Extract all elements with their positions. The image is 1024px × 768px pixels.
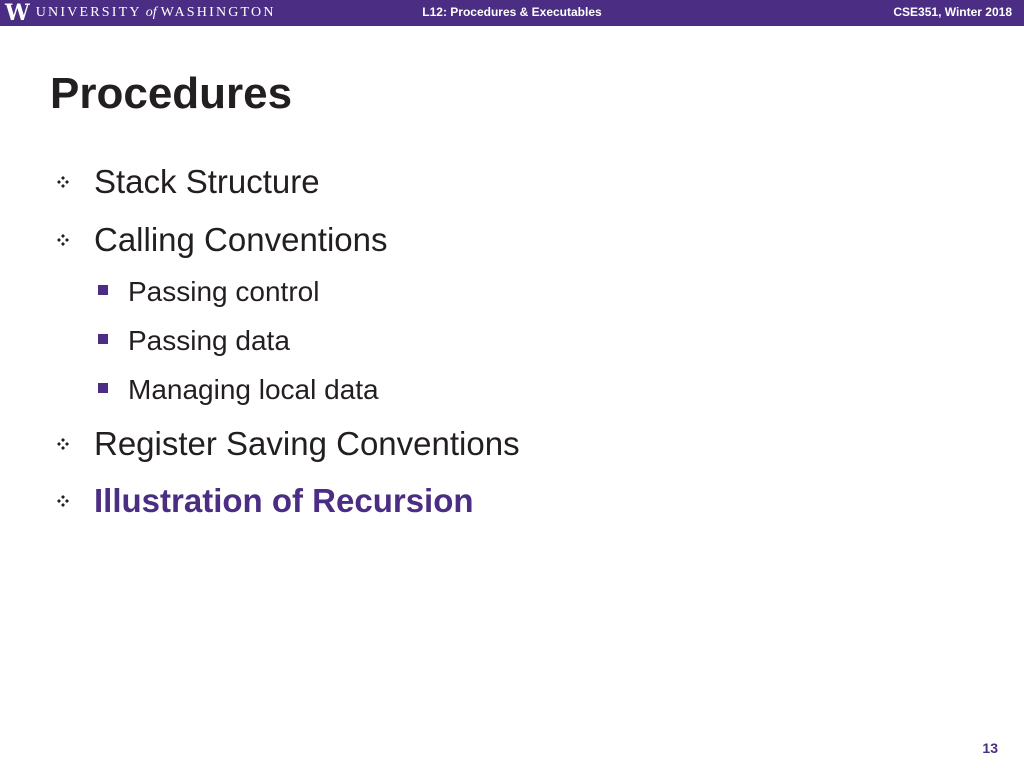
course-info: CSE351, Winter 2018 [893,5,1012,19]
university-name-part2: WASHINGTON [160,5,276,20]
square-bullet-icon [98,383,108,393]
bullet-text: Register Saving Conventions [94,425,520,462]
page-number: 13 [982,740,998,756]
bullet-text: Stack Structure [94,163,320,200]
square-bullet-icon [98,334,108,344]
four-diamond-bullet-icon [56,494,70,508]
four-diamond-bullet-icon [56,175,70,189]
bullet-text: Illustration of Recursion [94,482,474,519]
sub-bullet-item [98,324,290,358]
header-bar [0,0,1024,26]
bullet-item-highlighted [56,481,474,521]
four-diamond-bullet-icon [56,233,70,247]
sub-bullet-text: Passing data [128,325,290,356]
university-name-of: of [145,5,157,20]
four-diamond-bullet-icon [56,437,70,451]
square-bullet-icon [98,285,108,295]
uw-w-logo-icon: W [5,0,30,26]
bullet-item [56,162,320,202]
sub-bullet-text: Passing control [128,276,320,307]
sub-bullet-item [98,275,319,309]
bullet-item [56,220,388,260]
slide-title: Procedures [50,69,293,118]
bullet-text: Calling Conventions [94,221,388,258]
bullet-item [56,424,520,464]
sub-bullet-item [98,373,379,407]
lecture-title: L12: Procedures & Executables [422,5,602,19]
university-name-part1: UNIVERSITY [35,5,142,20]
sub-bullet-text: Managing local data [128,374,379,405]
